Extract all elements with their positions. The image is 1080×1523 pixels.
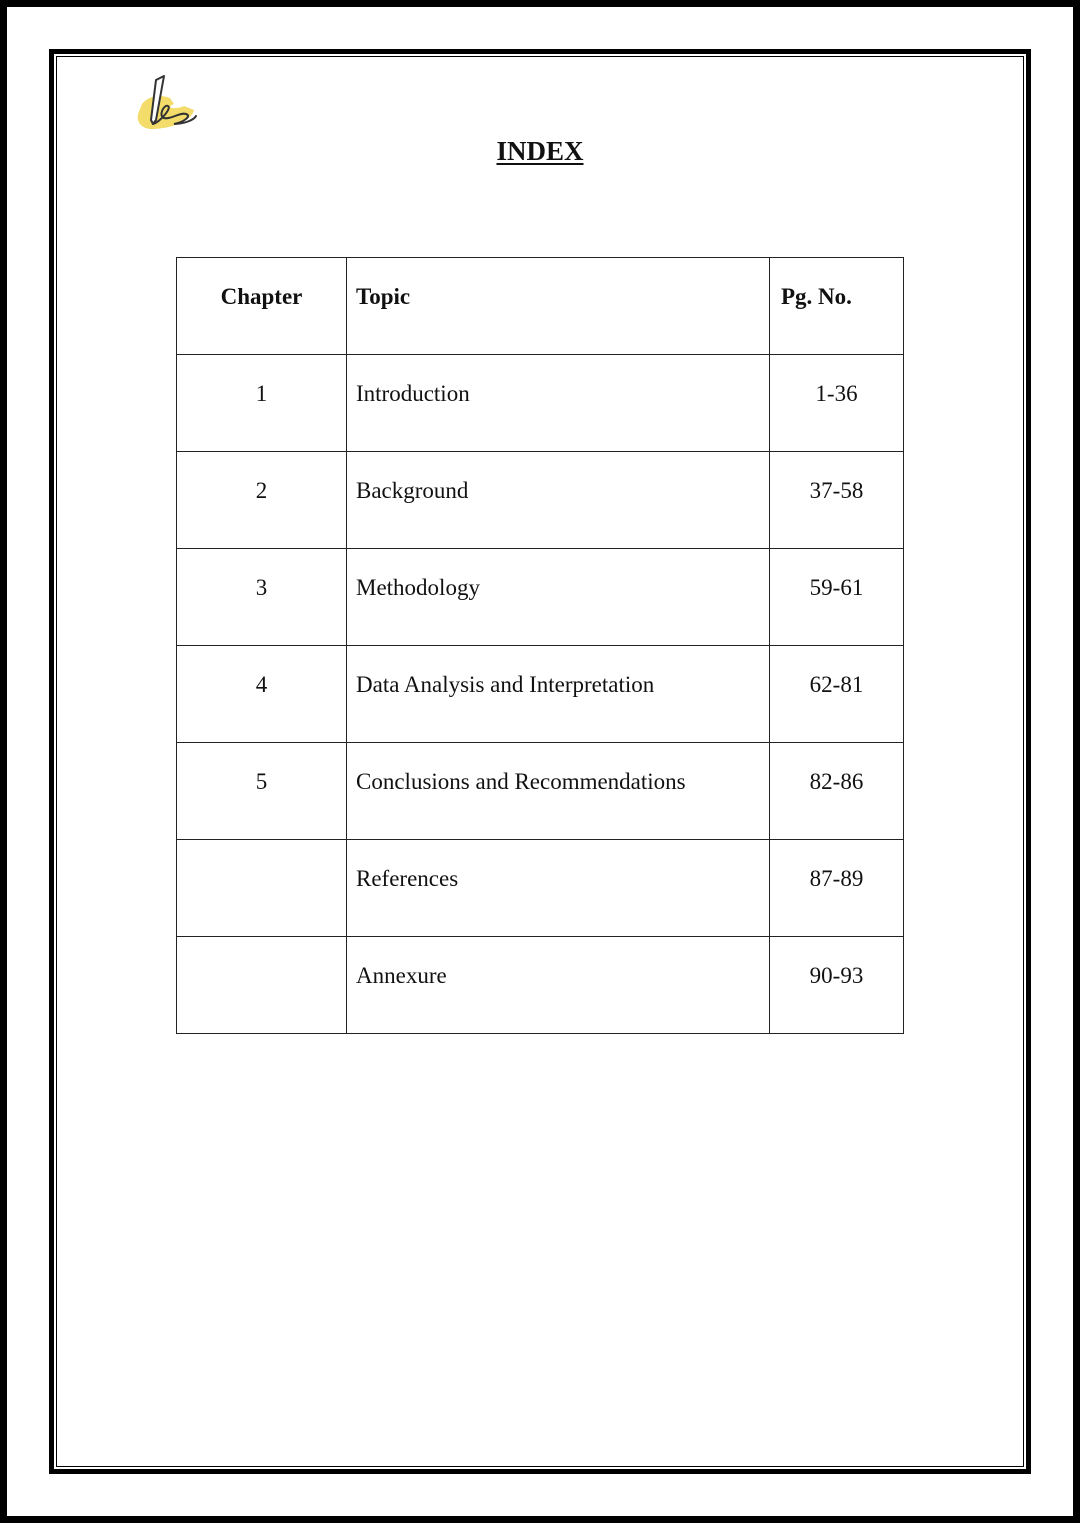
table-row bbox=[177, 646, 904, 743]
page-cell: 37-58 bbox=[770, 452, 904, 549]
page-cell: 62-81 bbox=[770, 646, 904, 743]
topic-cell: Methodology bbox=[347, 549, 770, 646]
chapter-cell bbox=[177, 840, 347, 937]
header-topic: Topic bbox=[347, 258, 770, 355]
header-chapter: Chapter bbox=[177, 258, 347, 355]
page-cell: 59-61 bbox=[770, 549, 904, 646]
table-row bbox=[177, 355, 904, 452]
chapter-cell: 5 bbox=[177, 743, 347, 840]
table-header-row bbox=[177, 258, 904, 355]
chapter-cell: 1 bbox=[177, 355, 347, 452]
chapter-cell: 2 bbox=[177, 452, 347, 549]
topic-cell: References bbox=[347, 840, 770, 937]
table-row bbox=[177, 452, 904, 549]
topic-cell: Annexure bbox=[347, 937, 770, 1034]
table-row bbox=[177, 549, 904, 646]
page-cell: 82-86 bbox=[770, 743, 904, 840]
header-page-number: Pg. No. bbox=[770, 258, 904, 355]
index-table bbox=[176, 257, 904, 1034]
pen-signature-icon bbox=[134, 74, 200, 136]
topic-cell: Conclusions and Recommendations bbox=[347, 743, 770, 840]
chapter-cell: 3 bbox=[177, 549, 347, 646]
table-row bbox=[177, 840, 904, 937]
chapter-cell bbox=[177, 937, 347, 1034]
page-cell: 90-93 bbox=[770, 937, 904, 1034]
chapter-cell: 4 bbox=[177, 646, 347, 743]
table-row bbox=[177, 743, 904, 840]
page-cell: 1-36 bbox=[770, 355, 904, 452]
topic-cell: Introduction bbox=[347, 355, 770, 452]
page-cell: 87-89 bbox=[770, 840, 904, 937]
topic-cell: Background bbox=[347, 452, 770, 549]
topic-cell: Data Analysis and Interpretation bbox=[347, 646, 770, 743]
table-row bbox=[177, 937, 904, 1034]
page-title: INDEX bbox=[496, 136, 584, 166]
